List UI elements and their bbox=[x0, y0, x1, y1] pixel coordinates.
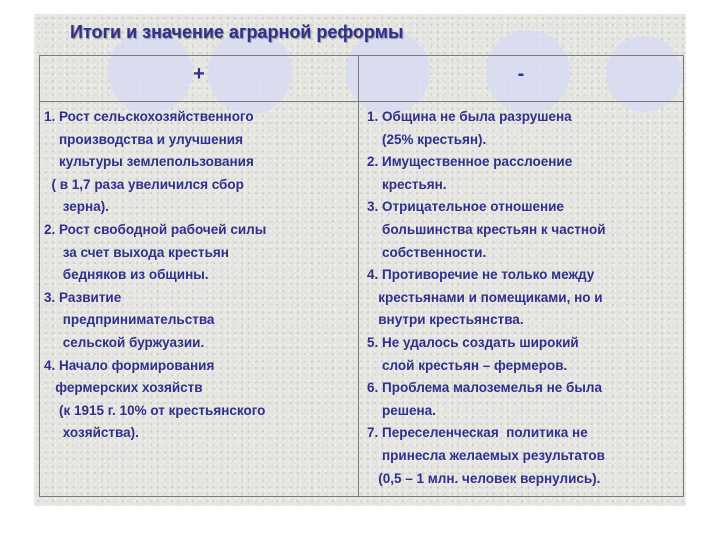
comparison-table bbox=[39, 55, 684, 497]
minus-line: 1. Община не была разрушена bbox=[367, 109, 572, 124]
slide-title: Итоги и значение аграрной реформы bbox=[70, 22, 404, 42]
minus-line: 3. Отрицательное отношение bbox=[367, 199, 564, 215]
plus-line: 1. Рост сельскохозяйственного bbox=[44, 109, 254, 124]
minus-line: 6. Проблема малоземелья не была bbox=[367, 380, 603, 396]
plus-line: 3. Развитие bbox=[44, 289, 122, 305]
plus-line: 2. Рост свободной рабочей силы bbox=[44, 221, 267, 237]
plus-line: культуры землепользования bbox=[44, 154, 254, 170]
minus-line: 5. Не удалось создать широкий bbox=[367, 334, 579, 350]
minus-line: собственности. bbox=[367, 244, 487, 260]
minus-line: 4. Противоречие не только между bbox=[367, 267, 595, 283]
minus-line: (25% крестьян). bbox=[367, 131, 487, 147]
plus-line: зерна). bbox=[44, 199, 109, 215]
slide bbox=[34, 14, 686, 506]
minus-line: слой крестьян – фермеров. bbox=[367, 357, 568, 373]
header-divider bbox=[40, 101, 683, 102]
minus-line: крестьянами и помещиками, но и bbox=[367, 289, 603, 305]
column-divider bbox=[358, 56, 359, 496]
plus-column bbox=[44, 106, 356, 445]
minus-line: 7. Переселенческая политика не bbox=[367, 425, 588, 441]
minus-line: большинства крестьян к частной bbox=[367, 221, 606, 237]
plus-line: бедняков из общины. bbox=[44, 267, 209, 283]
plus-line: 4. Начало формирования bbox=[44, 357, 215, 373]
plus-line: ( в 1,7 раза увеличился сбор bbox=[44, 176, 244, 192]
plus-line: фермерских хозяйств bbox=[44, 380, 203, 396]
plus-line: (к 1915 г. 10% от крестьянского bbox=[44, 402, 266, 418]
plus-line: предпринимательства bbox=[44, 312, 215, 328]
minus-column bbox=[367, 106, 681, 490]
minus-line: (0,5 – 1 млн. человек вернулись). bbox=[367, 470, 601, 486]
plus-line: хозяйства). bbox=[44, 425, 139, 441]
minus-line: принесла желаемых результатов bbox=[367, 447, 605, 463]
plus-line: сельской буржуазии. bbox=[44, 334, 205, 350]
plus-line: за счет выхода крестьян bbox=[44, 244, 229, 260]
minus-line: крестьян. bbox=[367, 176, 447, 192]
plus-line: производства и улучшения bbox=[44, 131, 243, 147]
minus-line: решена. bbox=[367, 402, 436, 418]
minus-column-header: - bbox=[517, 63, 525, 85]
minus-line: внутри крестьянства. bbox=[367, 312, 524, 328]
minus-line: 2. Имущественное расслоение bbox=[367, 154, 573, 170]
plus-column-header: + bbox=[193, 63, 205, 85]
